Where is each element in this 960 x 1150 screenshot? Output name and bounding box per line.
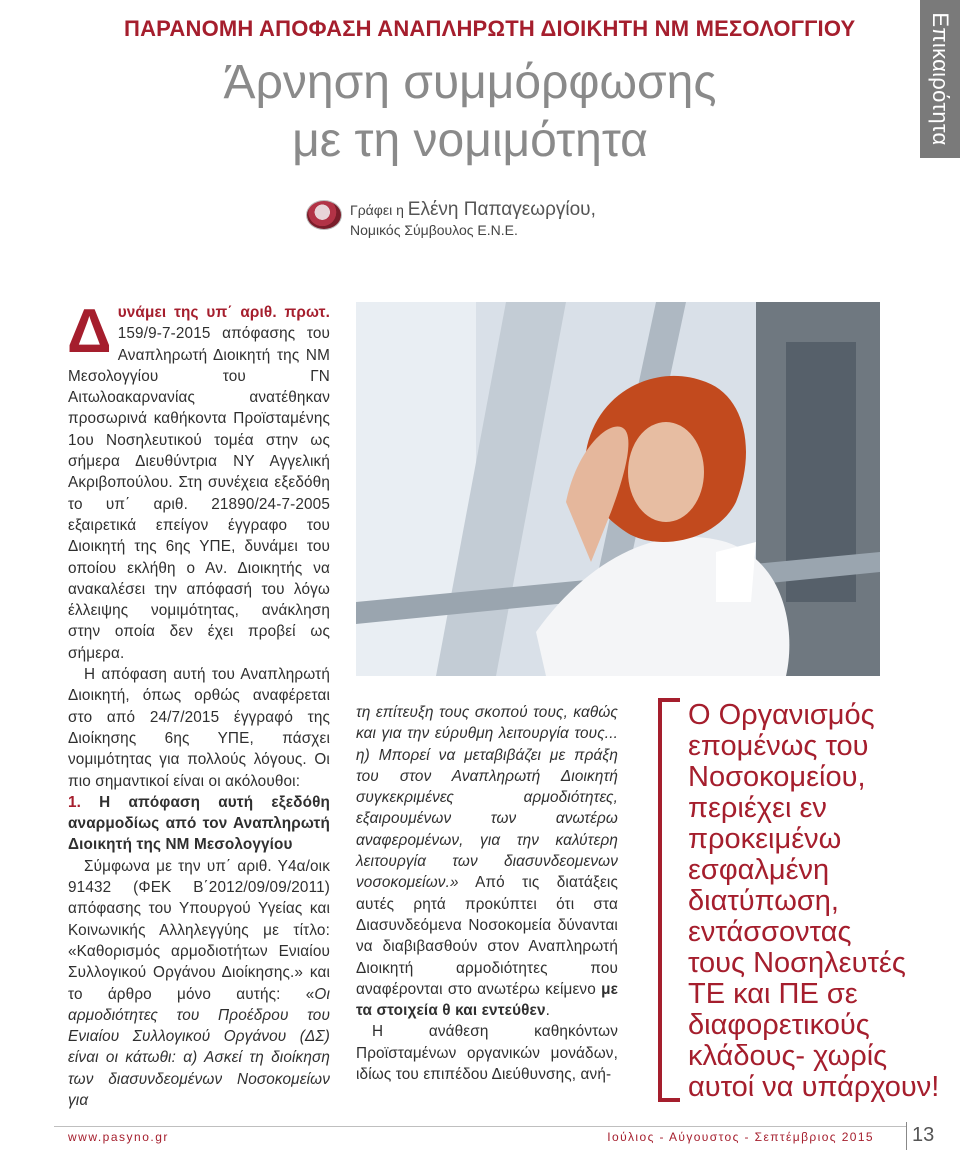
footer-rule xyxy=(54,1126,906,1127)
column-2-paragraph-1 xyxy=(356,702,618,1021)
pull-quote-line: κλάδους- χωρίς xyxy=(688,1040,888,1072)
author-role: Νομικός Σύμβουλος Ε.Ν.Ε. xyxy=(350,222,518,238)
footer-separator xyxy=(906,1122,907,1150)
pull-quote-line: διατύπωση, xyxy=(688,885,839,917)
paragraph-3-text: Σύμφωνα με την υπ΄ αριθ. Υ4α/οικ 91432 (ΦΕΚ Β΄2012/09/09/2011) απόφασης του Υπουργού Υγείας και Κοινωνικής Αλληλεγγύης με τίτλο: «Καθορισμός αρμοδιοτήτων Ενιαίου Συλλογικού Οργάνου Διοίκησης.» και το άρθρο μόνο αυτής: « xyxy=(68,857,330,1003)
title-line-1: Άρνηση συμμόρφωσης xyxy=(223,56,717,109)
intro-lead: υνάμει της υπ΄ αριθ. πρωτ. xyxy=(117,304,330,321)
photo-illustration xyxy=(356,302,880,676)
column-2-paragraph-2: Η ανάθεση καθηκόντων Προϊσταμένων οργανικών μονάδων, ιδίως του επιπέδου Διεύθυνσης, ανή- xyxy=(356,1023,618,1084)
pull-quote xyxy=(688,700,948,1103)
page-number: 13 xyxy=(912,1124,935,1146)
paragraph-3-quote: Οι αρμοδιότητες του Προέδρου του Ενιαίου Συλλογικού Οργάνου (ΔΣ) είναι οι κάτωθι: α) Ασκεί τη διοίκηση των διασυνδεομένων Νοσοκομείων για xyxy=(68,985,330,1109)
intro-text: 159/9-7-2015 απόφασης του Αναπληρωτή Διοικητή της ΝΜ Μεσολογγίου του ΓΝ Αιτωλοακαρνανίας ανατέθηκαν προσωρινά καθήκοντα Προϊσταμένης 1ου Νοσηλευτικού τομέα στην ως σήμερα Διευθύντρια ΝΥ Αγγελική Ακριβοπούλου. Στη συνέχεια εξεδόθη το υπ΄ αριθ. 21890/24-7-2005 εξαιρετικά επείγον έγγραφο του Διοικητή της 6ης ΥΠΕ, δυνάμει του οποίου εκλήθη ο Αν. Διοικητής να ανακαλέσει την απόφασή του λόγω έλλειψης νομιμότητας, ανάκληση στην οποία δεν έχει προβεί ως σήμερα. xyxy=(68,325,330,662)
pull-quote-line: επομένως του xyxy=(688,730,869,762)
footer-issue: Ιούλιος - Αύγουστος - Σεπτέμβριος 2015 xyxy=(607,1130,874,1144)
author-name: Ελένη Παπαγεωργίου, xyxy=(407,199,596,220)
column-2-text: Από τις διατάξεις αυτές ρητά προκύπτει ότι στα Διασυνδεόμενα Νοσοκομεία δύνανται να διαβιβασθούν στον Αναπληρωτή Διοικητή αρμοδιότητες που αναφέρονται στο ανωτέρω κείμενο xyxy=(356,874,618,998)
paragraph-2: Η απόφαση αυτή του Αναπληρωτή Διοικητή, όπως ορθώς αναφέρεται στο από 24/7/2015 έγγραφό της Διοίκησης 6ης ΥΠΕ, πάσχει νομιμότητας για πολλούς λόγους. Οι πιο σημαντικοί είναι οι ακόλουθοι: xyxy=(68,666,330,790)
pull-quote-line: ΤΕ και ΠΕ σε xyxy=(688,978,858,1010)
intro-paragraph xyxy=(67,297,330,664)
column-2-bold: με τα στοιχεία θ και εντεύθεν xyxy=(356,980,618,1020)
pull-quote-line: περιέχει εν xyxy=(688,792,827,824)
article-title xyxy=(100,54,840,170)
article-kicker: ΠΑΡΑΝΟΜΗ ΑΠΟΦΑΣΗ ΑΝΑΠΛΗΡΩΤΗ ΔΙΟΙΚΗΤΗ ΝΜ ΜΕΣΟΛΟΓΓΙΟΥ xyxy=(124,16,856,41)
column-2-quote: τη επίτευξη τους σκοπού τους, καθώς και για την εύρυθμη λειτουργία τους... η) Μπορεί να μεταβιβάζει με πράξη του στον Αναπληρωτή Διοικητή συγκεκριμένες αρμοδιότητες, εξαιρουμένων των ανωτέρω αναφερομένων, για την καλύτερη λειτουργία των διασυνδεομενων νοσοκομείων.» xyxy=(356,704,618,892)
pull-quote-line: Ο Οργανισμός xyxy=(688,699,875,731)
author-emblem-icon xyxy=(306,200,342,230)
section-tab xyxy=(920,0,960,158)
drop-cap: Δ xyxy=(67,297,112,366)
section-tab-label: Επικαιρότητα xyxy=(928,12,953,146)
pull-quote-line: τους Νοσηλευτές xyxy=(688,947,906,979)
author-prefix: Γράφει η xyxy=(350,202,408,218)
pull-quote-line: προκειμένω xyxy=(688,823,842,855)
article-column-1 xyxy=(67,297,330,1111)
column-2-period: . xyxy=(545,1002,551,1020)
title-line-2: με τη νομιμότητα xyxy=(292,114,648,167)
section-heading-number: 1. xyxy=(68,793,82,811)
pull-quote-bracket xyxy=(658,698,680,1102)
pull-quote-line: εντάσσοντας xyxy=(688,916,852,948)
section-heading-1 xyxy=(68,792,330,856)
author-byline xyxy=(350,200,596,240)
pull-quote-line: αυτοί να υπάρχουν! xyxy=(688,1071,940,1103)
paragraph-3 xyxy=(68,856,330,1112)
footer-website: www.pasyno.gr xyxy=(68,1130,169,1144)
article-column-2 xyxy=(356,702,618,1085)
pull-quote-line: διαφορετικούς xyxy=(688,1009,870,1041)
section-heading-text: Η απόφαση αυτή εξεδόθη αναρμοδίως από τον Αναπληρωτή Διοικητή της ΝΜ Μεσολογγίου xyxy=(68,793,330,854)
article-photo xyxy=(356,302,880,676)
pull-quote-line: Νοσοκομείου, xyxy=(688,761,866,793)
pull-quote-line: εσφαλμένη xyxy=(688,854,830,886)
